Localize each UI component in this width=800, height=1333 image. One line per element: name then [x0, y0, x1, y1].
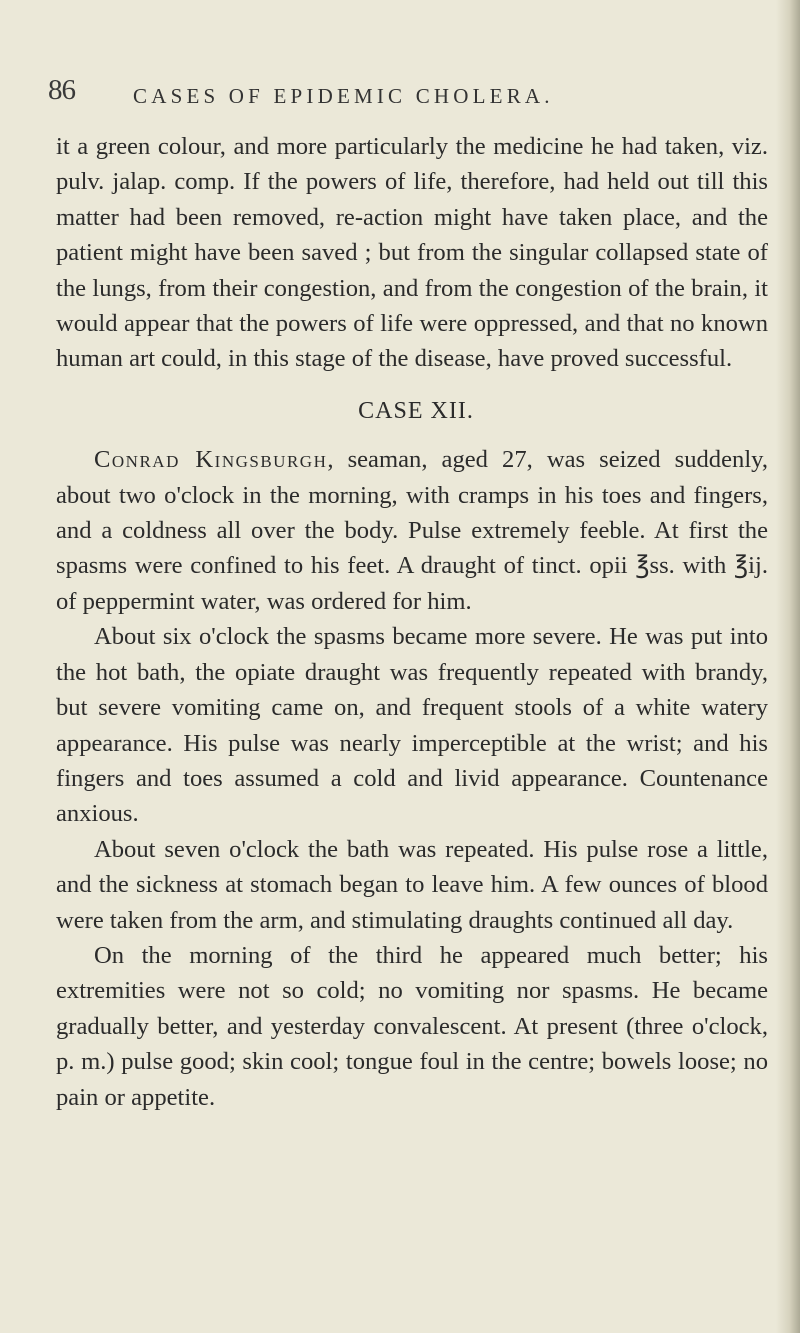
- case-paragraph-1: [56, 442, 768, 619]
- case-paragraph-3: About seven o'clock the bath was repeated. His pulse rose a little, and the sickness at stomach began to leave him. A few ounces of blood were taken from the arm, and stimulating draughts continued all day.: [56, 835, 768, 934]
- case-paragraph-2: About six o'clock the spasms became more severe. He was put into the hot bath, the opiate draught was frequently repeated with brandy, but severe vomiting came on, and frequent stools of a white watery appearance. His pulse was nearly imperceptible at the wrist; and his fingers and toes assumed a cold and livid appearance. Countenance anxious.: [56, 623, 768, 828]
- case-paragraph-4: On the morning of the third he appeared much better; his extremities were not so cold; no vomiting nor spasms. He became gradually better, and yesterday convalescent. At present (three o'clock, p. m.) pulse good; skin cool; tongue foul in the centre; bowels loose; no pain or appetite.: [56, 941, 768, 1111]
- page-header: [0, 74, 800, 114]
- continuation-paragraph: it a green colour, and more particularly the medicine he had taken, viz. pulv. jalap. comp. If the powers of life, therefore, had held out till this matter had been removed, re-action might have taken place, and the patient might have been saved ; but from the singular collapsed state of the lungs, from their congestion, and from the congestion of the brain, it would appear that the powers of life were oppressed, and that no known human art could, in this stage of the disease, have proved successful.: [56, 133, 768, 373]
- case-heading: CASE XII.: [358, 397, 474, 424]
- running-head: CASES OF EPIDEMIC CHOLERA.: [133, 84, 554, 108]
- page-body: [56, 129, 768, 1115]
- page-number: 86: [48, 74, 75, 106]
- patient-name: Conrad Kingsburgh: [94, 446, 328, 474]
- case-paragraph-1-text: , seaman, aged 27, was seized suddenly, about two o'clock in the morning, with cramps in his toes and fingers, and a coldness all over the body. Pulse extremely feeble. At first the spasms were confined to his feet. A draught of tinct. opii ℥ss. with ℥ij. of peppermint water, was ordered for him.: [56, 446, 769, 615]
- page-edge-shadow: [776, 0, 800, 1333]
